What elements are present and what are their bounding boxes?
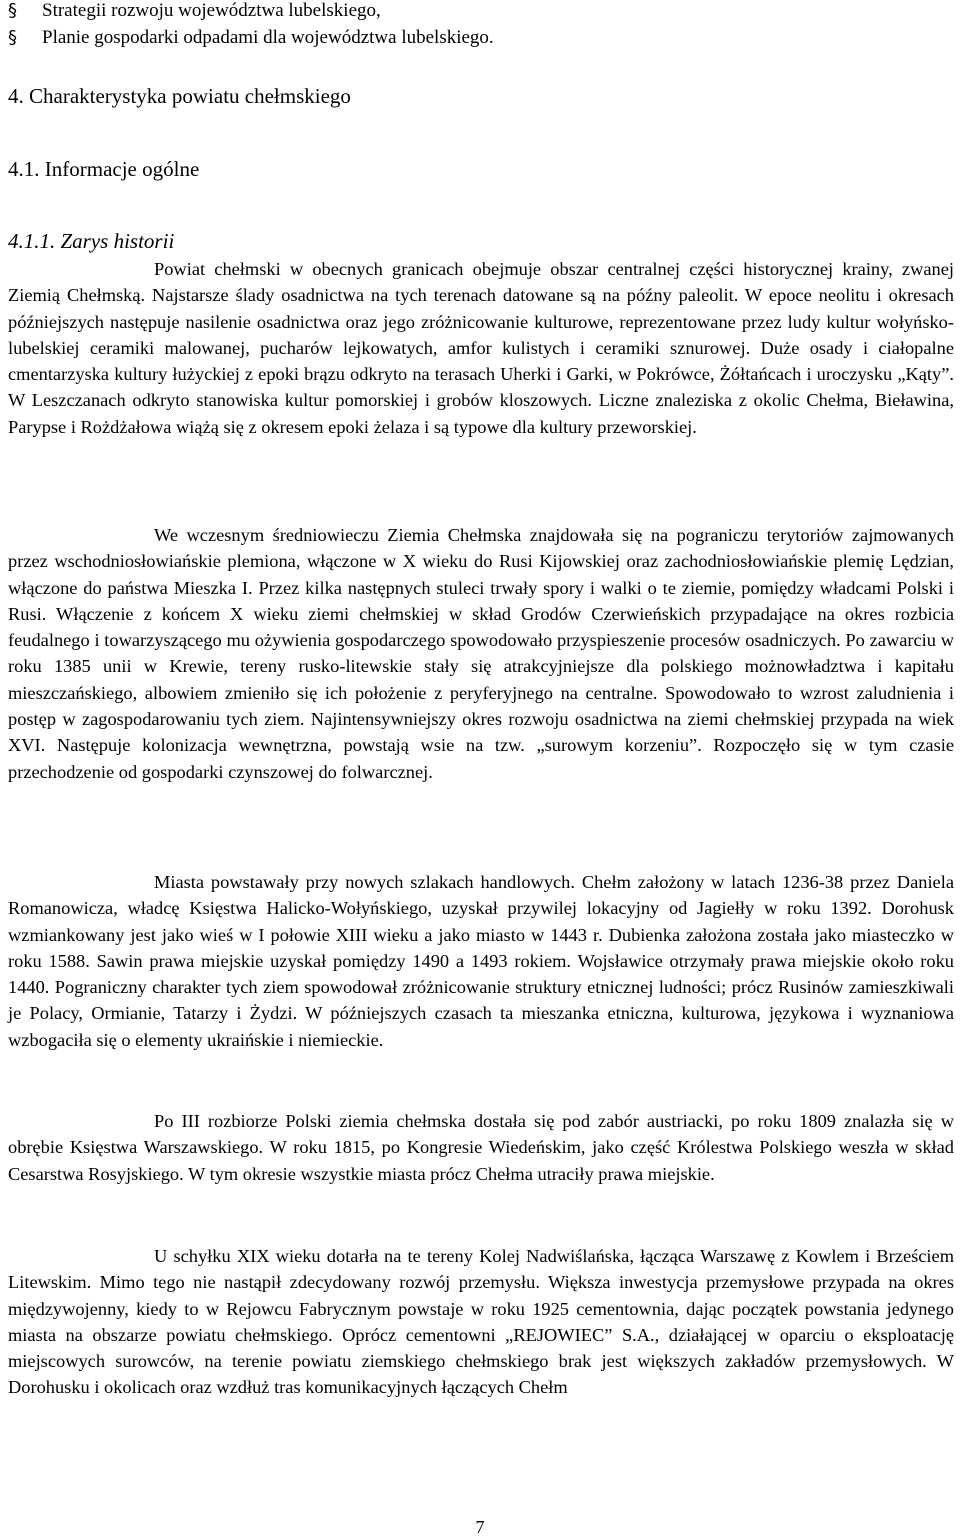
paragraph-towns: Miasta powstawały przy nowych szlakach handlowych. Chełm założony w latach 1236-38 przez Daniela Romanowicza, władcę Księstwa Halicko-Wołyńskiego, uzyskał przywilej lokacyjny od Jagiełły w roku 1392. Dorohusk wzmiankowany jest jako wieś w I połowie XIII wieku a jako miasto w 1443 r. Dubienka założona została jako miasteczko w roku 1588. Sawin prawa miejskie uzyskał pomiędzy 1490 a 1493 rokiem. Wojsławice otrzymały prawa miejskie około roku 1440. Pograniczny charakter tych ziem spowodował zróżnicowanie struktury etnicznej ludności; prócz Rusinów zamieszkiwali je Polacy, Ormianie, Tatarzy i Żydzi. W późniejszych czasach ta mieszanka etniczna, kulturowa, językowa i wyznaniowa wzbogaciła się o elementy ukraińskie i niemieckie. bbox=[8, 872, 954, 1050]
list-item-text: Strategii rozwoju województwa lubelskiego, bbox=[42, 0, 381, 21]
bullet-list bbox=[8, 0, 948, 51]
page-number: 7 bbox=[475, 1517, 485, 1537]
paragraph-partitions: Po III rozbiorze Polski ziemia chełmska dostała się pod zabór austriacki, po roku 1809 znalazła się w obrębie Księstwa Warszawskiego. W roku 1815, po Kongresie Wiedeńskim, jako część Królestwa Polskiego weszła w skład Cesarstwa Rosyjskiego. W tym okresie wszystkie miasta prócz Chełma utraciły prawa miejskie. bbox=[8, 1111, 954, 1184]
chapter-heading: 4. Charakterystyka powiatu chełmskiego bbox=[8, 84, 351, 108]
list-item bbox=[8, 0, 948, 24]
paragraph-middle-ages: We wczesnym średniowieczu Ziemia Chełmska znajdowała się na pograniczu terytoriów zajmowanych przez wschodniosłowiańskie plemiona, włączone w X wieku do Rusi Kijowskiej oraz zachodniosłowiańskie plemię Lędzian, włączone do państwa Mieszka I. Przez kilka następnych stuleci trwały spory i walki o te ziemie, pomiędzy władcami Polski i Rusi. Włączenie z końcem X wieku ziemi chełmskiej w skład Grodów Czerwieńskich przypadające na okres rozbicia feudalnego i towarzyszącego mu ożywienia gospodarczego spowodowało przyspieszenie procesów osadniczych. Po zawarciu w roku 1385 unii w Krewie, tereny rusko-litewskie stały się atrakcyjniejsze dla polskiego możnowładztwa i kapitału mieszczańskiego, albowiem zmieniło się ich położenie z peryferyjnego na centralne. Spowodowało to wzrost zaludnienia i postęp w zagospodarowaniu tych ziem. Najintensywniejszy okres rozwoju osadnictwa na ziemi chełmskiej przypada na wiek XVI. Następuje kolonizacja wewnętrzna, powstają wsie na tzw. „surowym korzeniu”. Rozpoczęło się w tym czasie przechodzenie od gospodarki czynszowej do folwarcznej. bbox=[8, 525, 954, 782]
paragraph-prehistory: Powiat chełmski w obecnych granicach obejmuje obszar centralnej części historycznej krainy, zwanej Ziemią Chełmską. Najstarsze ślady osadnictwa na tych terenach datowane są na późny paleolit. W epoce neolitu i okresach późniejszych następuje nasilenie osadnictwa oraz jego zróżnicowanie kulturowe, reprezentowane przez ludy kultur wołyńsko-lubelskiej ceramiki malowanej, pucharów lejkowatych, amfor kulistych i ceramiki sznurowej. Duże osady i ciałopalne cmentarzyska kultury łużyckiej z epoki brązu odkryto na terasach Uherki i Garki, w Pokrówce, Żółtańcach i uroczysku „Kąty”. W Leszczanach odkryto stanowiska kultur pomorskiej i grobów kloszowych. Liczne znaleziska z okolic Chełma, Bieławina, Parypse i Rożdżałowa wiążą się z okresem epoki żelaza i są typowe dla kultury przeworskiej. bbox=[8, 259, 954, 437]
section-sign-icon: § bbox=[8, 0, 17, 21]
list-item bbox=[8, 24, 948, 51]
section-heading: 4.1. Informacje ogólne bbox=[8, 157, 200, 181]
section-sign-icon: § bbox=[8, 27, 17, 48]
list-item-text: Planie gospodarki odpadami dla województwa lubelskiego. bbox=[42, 27, 494, 48]
subsection-heading: 4.1.1. Zarys historii bbox=[8, 229, 175, 253]
paragraph-industry: U schyłku XIX wieku dotarła na te tereny Kolej Nadwiślańska, łącząca Warszawę z Kowlem i Brześciem Litewskim. Mimo tego nie nastąpił zdecydowany rozwój przemysłu. Większa inwestycja przemysłowe przypada na okres międzywojenny, kiedy to w Rejowcu Fabrycznym powstaje w roku 1925 cementownia, dając początek powstania jedynego miasta na obszarze powiatu chełmskiego. Oprócz cementowni „REJOWIEC” S.A., działającej w oparciu o eksploatację miejscowych surowców, na terenie powiatu ziemskiego chełmskiego brak jest większych zakładów przemysłowych. W Dorohusku i okolicach oraz wzdłuż tras komunikacyjnych łączących Chełm bbox=[8, 1246, 954, 1398]
